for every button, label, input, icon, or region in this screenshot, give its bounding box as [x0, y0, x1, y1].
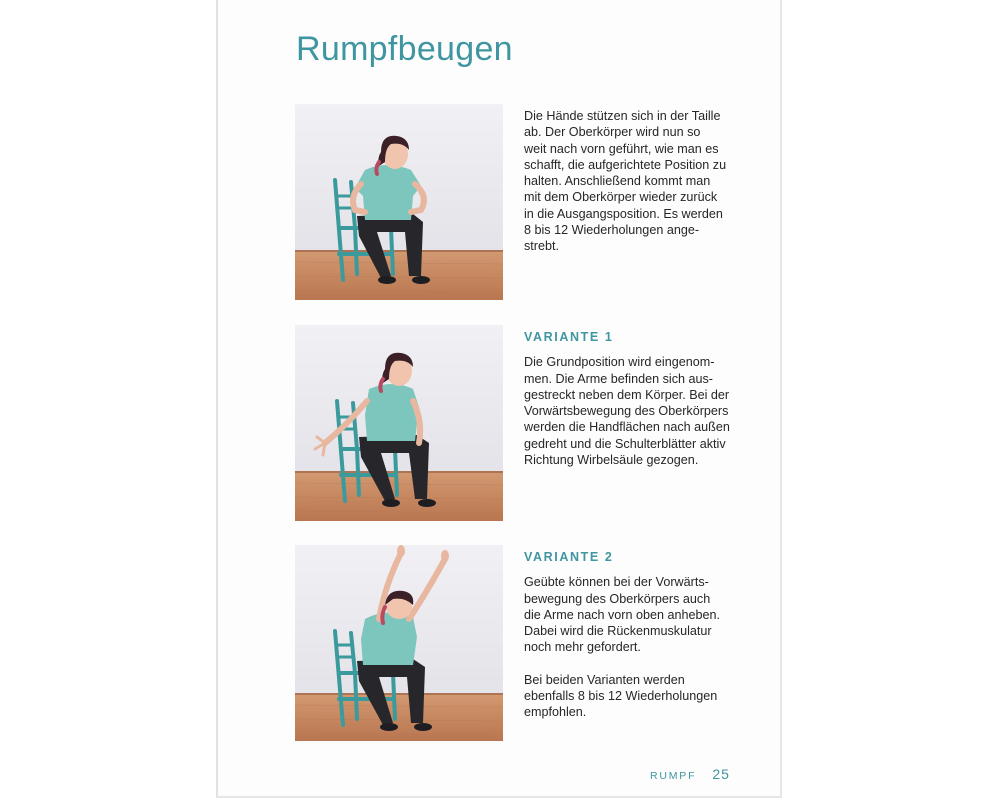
variante-1-block [524, 329, 738, 468]
page-title: Rumpfbeugen [296, 30, 513, 68]
footer-section-label: RUMPF [650, 770, 697, 782]
exercise-photo-variante-2 [295, 545, 503, 741]
exercise-photo-hands-on-waist [295, 104, 503, 300]
book-page [216, 0, 782, 798]
page-number: 25 [712, 766, 730, 782]
page-footer [650, 766, 730, 782]
exercise-description [524, 108, 738, 255]
variante-2-block [524, 549, 738, 721]
variante-2-paragraph: Geübte können bei der Vorwärts- bewegung des Oberkörpers auch die Arme nach vorn oben anheben. Dabei wird die Rückenmuskulatur noch mehr gefordert. [524, 575, 721, 655]
variante-2-heading: VARIANTE 2 [524, 550, 614, 564]
variante-2-note-paragraph: Bei beiden Varianten werden ebenfalls 8 bis 12 Wiederholungen empfohlen. [524, 672, 718, 720]
variante-1-heading: VARIANTE 1 [524, 330, 614, 344]
paragraph-gap [524, 656, 738, 672]
exercise-description-paragraph: Die Hände stützen sich in der Taille ab. Der Oberkörper wird nun so weit nach vorn geführt, wie man es schafft, die aufgerichtete Position zu halten. Anschließend kommt man mit dem Oberkörper wieder zurück in die Ausgangsposition. Es werden 8 bis 12 Wiederholungen ange- strebt. [524, 109, 727, 254]
exercise-photo-variante-1 [295, 325, 503, 521]
variante-1-paragraph: Die Grundposition wird eingenom- men. Die Arme befinden sich aus- gestreckt neben dem Körper. Bei der Vorwärtsbewegung des Oberkörpers werden die Handflächen nach außen gedreht und die Schulterblätter aktiv Richtung Wirbelsäule gezogen. [524, 355, 730, 468]
